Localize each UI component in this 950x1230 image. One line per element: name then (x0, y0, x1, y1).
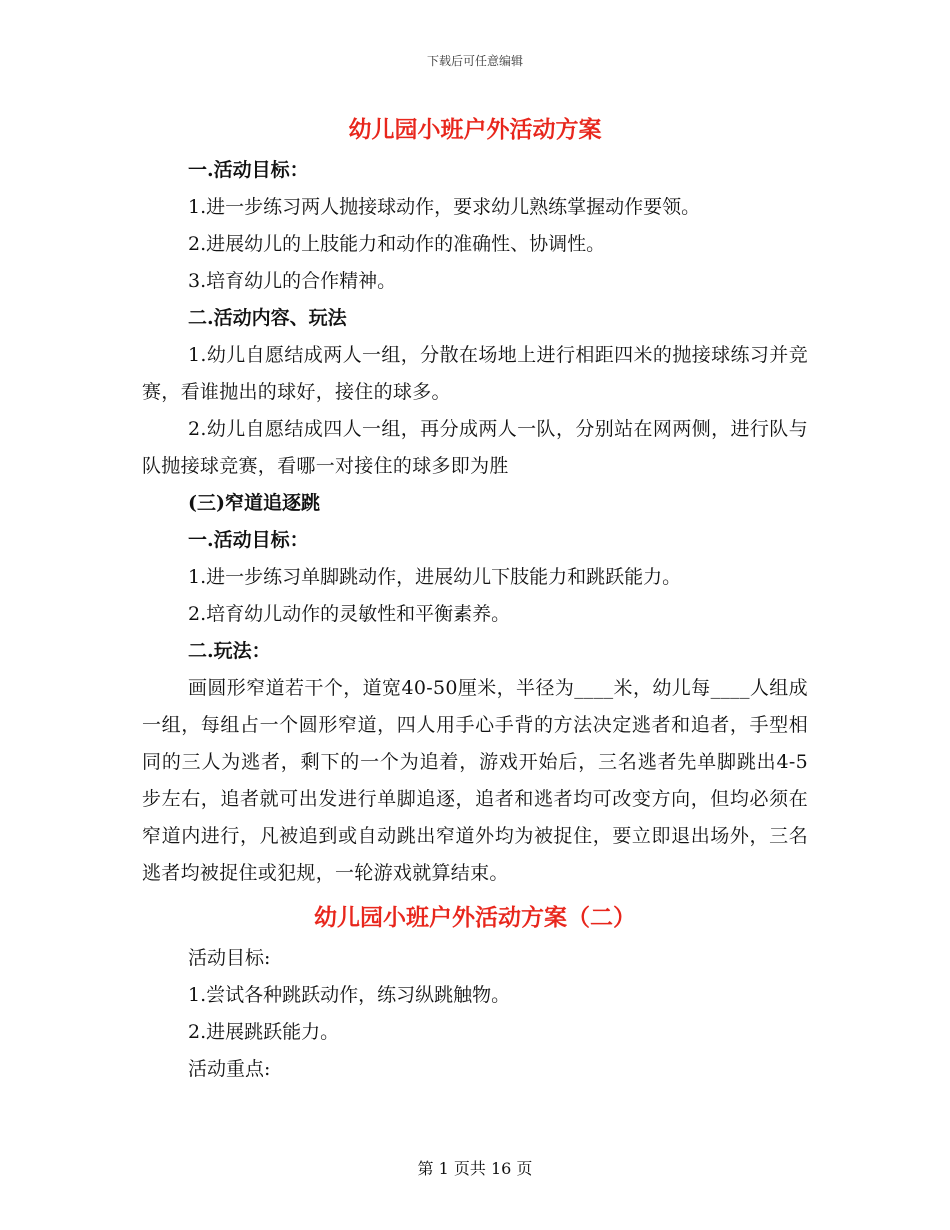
list-item: 1.进一步练习单脚跳动作，进展幼儿下肢能力和跳跃能力。 (188, 566, 682, 588)
section-heading-goals: 一.活动目标： (188, 529, 309, 551)
document-subtitle: 幼儿园小班户外活动方案（二） (314, 904, 636, 931)
section-heading-narrow-path: (三)窄道追逐跳 (188, 492, 320, 514)
section-heading-rules: 二.玩法： (188, 640, 271, 662)
section-heading-goals: 活动目标: (188, 947, 271, 969)
section-heading-focus: 活动重点: (188, 1058, 271, 1080)
paragraph: 1.幼儿自愿结成两人一组，分散在场地上进行相距四米的抛接球练习并竞赛，看谁抛出的球好，接住的球多。 (142, 344, 808, 403)
page-header: 下载后可任意编辑 (426, 54, 523, 68)
section-heading-content: 二.活动内容、玩法 (188, 307, 347, 329)
list-item: 2.进展跳跃能力。 (188, 1021, 340, 1043)
paragraph: 画圆形窄道若干个，道宽40-50厘米，半径为____米，幼儿每____人组成一组，每组占一个圆形窄道，四人用手心手背的方法决定逃者和追者，手型相同的三人为逃者，剩下的一个为追着，游戏开始后，三名逃者先单脚跳出4-5步左右，追者就可出发进行单脚追逐，追者和逃者均可改变方向，但均必须在窄道内进行，凡被追到或自动跳出窄道外均为被捉住，要立即退出场外，三名逃者均被捉住或犯规，一轮游戏就算结束。 (142, 677, 808, 884)
document-body (142, 108, 808, 1088)
list-item: 2.进展幼儿的上肢能力和动作的准确性、协调性。 (188, 233, 606, 255)
page-footer: 第 1 页共 16 页 (417, 1159, 533, 1178)
list-item: 1.进一步练习两人抛接球动作，要求幼儿熟练掌握动作要领。 (188, 196, 701, 218)
paragraph: 2.幼儿自愿结成四人一组，再分成两人一队，分别站在网两侧，进行队与队抛接球竞赛，看哪一对接住的球多即为胜 (142, 418, 808, 477)
section-heading-goals: 一.活动目标： (188, 159, 309, 181)
list-item: 2.培育幼儿动作的灵敏性和平衡素养。 (188, 603, 511, 625)
list-item: 3.培育幼儿的合作精神。 (188, 270, 397, 292)
list-item: 1.尝试各种跳跃动作，练习纵跳触物。 (188, 984, 511, 1006)
document-title: 幼儿园小班户外活动方案 (348, 116, 602, 143)
